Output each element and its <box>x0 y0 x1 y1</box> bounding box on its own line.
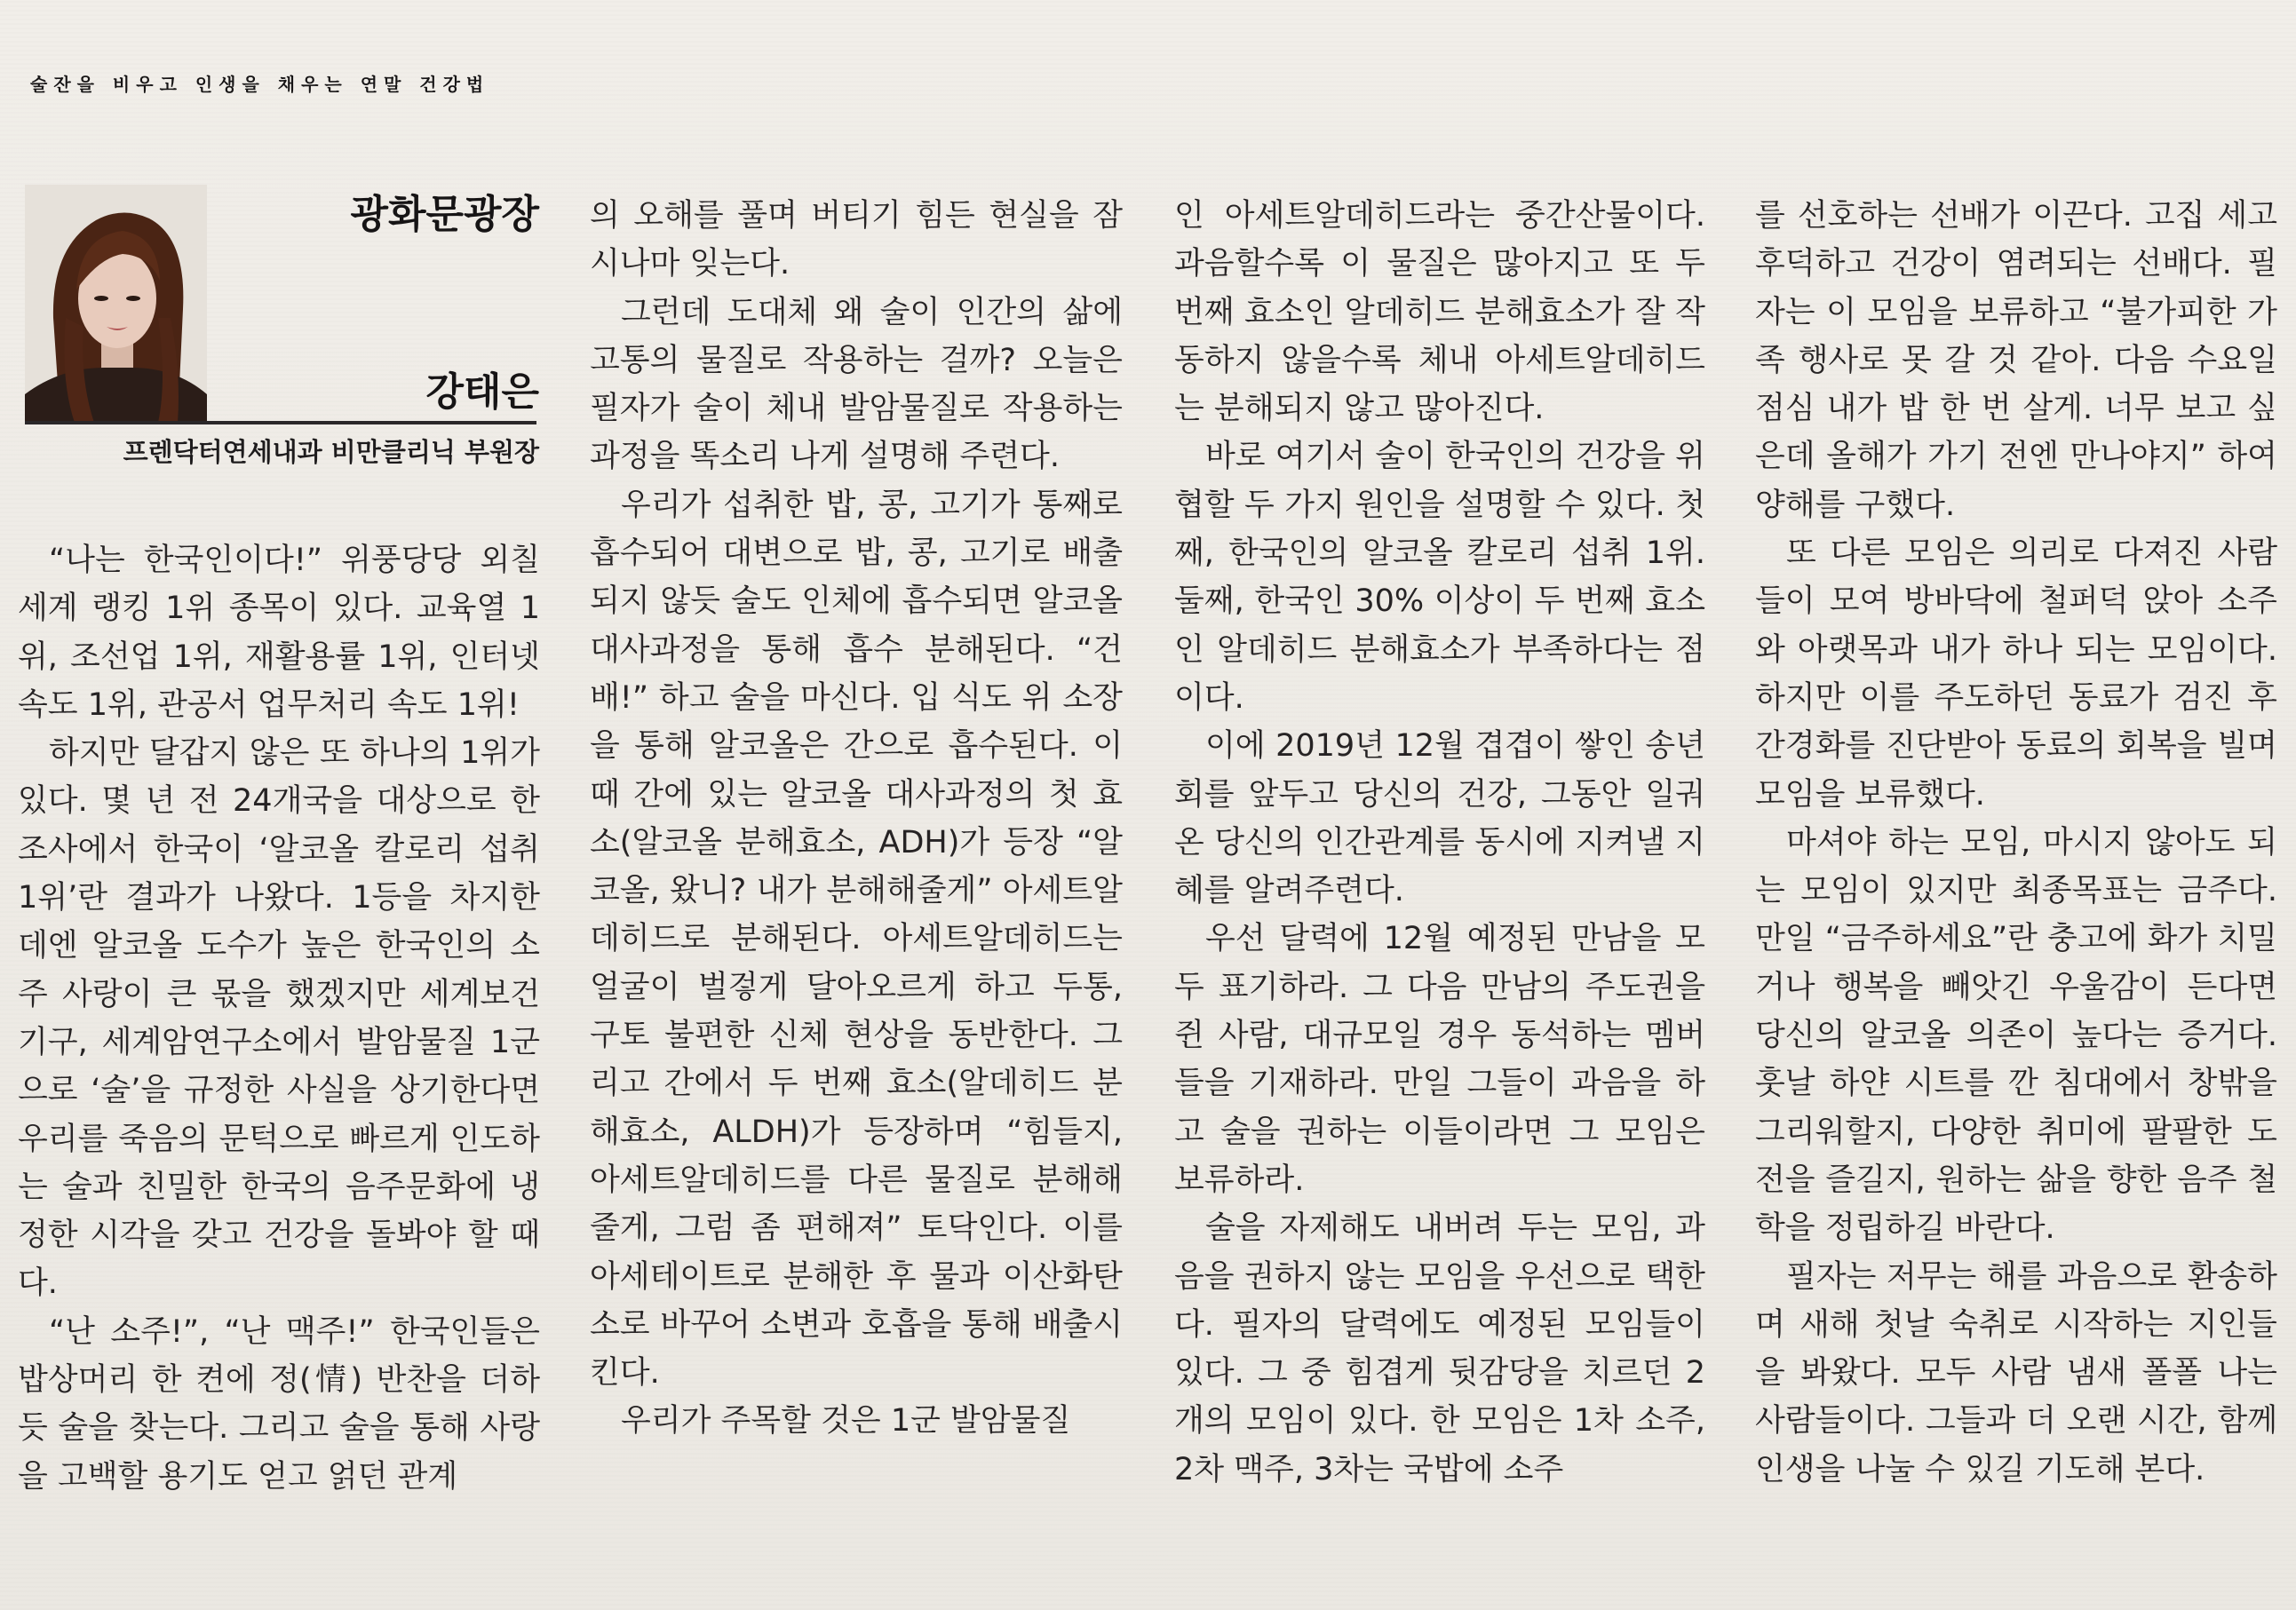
article-column-3 <box>1174 192 1705 1602</box>
paragraph: 바로 여기서 술이 한국인의 건강을 위협할 두 가지 원인을 설명할 수 있다. 첫째, 한국인의 알코올 칼로리 섭취 1위. 둘째, 한국인 30% 이상이 두 번째 효소인 알데히드 분해효소가 부족하다는 점이다. <box>1174 439 1705 716</box>
paragraph: 를 선호하는 선배가 이끈다. 고집 세고 후덕하고 건강이 염려되는 선배다. 필자는 이 모임을 보류하고 “불가피한 가족 행사로 못 갈 것 같아. 다음 수요일 점심 내가 밥 한 번 살게. 너무 보고 싶은데 올해가 가기 전엔 만나야지” 하여 양해를 구했다. <box>1755 198 2277 523</box>
paragraph: “난 소주!”, “난 맥주!” 한국인들은 밥상머리 한 켠에 정(情) 반찬을 더하듯 술을 찾는다. 그리고 술을 통해 사랑을 고백할 용기도 얻고 얽던 관계 <box>18 1313 540 1495</box>
headline: 술잔을 비우고 인생을 채우는 연말 건강법 <box>30 74 490 95</box>
paragraph: 술을 자제해도 내버려 두는 모임, 과음을 권하지 않는 모임을 우선으로 택한다. 필자의 달력에도 예정된 모임들이 있다. 그 중 힘겹게 뒷감당을 치르던 2개의 모임이 있다. 한 모임은 1차 소주, 2차 맥주, 3차는 국밥에 소주 <box>1174 1210 1705 1487</box>
author-name: 강태은 <box>425 369 539 415</box>
article-column-4 <box>1755 192 2277 1602</box>
paragraph: 인 아세트알데히드라는 중간산물이다. 과음할수록 이 물질은 많아지고 또 두 번째 효소인 알데히드 분해효소가 잘 작동하지 않을수록 체내 아세트알데히드는 분해되지 않고 많아진다. <box>1174 198 1705 427</box>
paragraph: 또 다른 모임은 의리로 다져진 사람들이 모여 방바닥에 철퍼덕 앉아 소주와 아랫목과 내가 하나 되는 모임이다. 하지만 이를 주도하던 동료가 검진 후 간경화를 진단받아 동료의 회복을 빌며 모임을 보류했다. <box>1755 535 2277 813</box>
paragraph: 의 오해를 풀며 버티기 힘든 현실을 잠시나마 잊는다. <box>590 198 1123 282</box>
paragraph: 필자는 저무는 해를 과음으로 환송하며 새해 첫날 숙취로 시작하는 지인들을 봐왔다. 모두 사람 냄새 폴폴 나는 사람들이다. 그들과 더 오랜 시간, 함께 인생을 나눌 수 있길 기도해 본다. <box>1755 1258 2277 1487</box>
author-portrait-icon <box>25 185 207 423</box>
article-column-2 <box>590 192 1123 1602</box>
paragraph: 이에 2019년 12월 겹겹이 쌓인 송년회를 앞두고 당신의 건강, 그동안 일궈온 당신의 인간관계를 동시에 지켜낼 지혜를 알려주련다. <box>1174 728 1705 909</box>
paragraph: “나는 한국인이다!” 위풍당당 외칠 세계 랭킹 1위 종목이 있다. 교육열 1위, 조선업 1위, 재활용률 1위, 인터넷 속도 1위, 관공서 업무처리 속도 1위! <box>18 543 540 723</box>
paragraph: 우리가 섭취한 밥, 콩, 고기가 통째로 흡수되어 대변으로 밥, 콩, 고기로 배출되지 않듯 술도 인체에 흡수되면 알코올 대사과정을 통해 흡수 분해된다. “건배!” 하고 술을 마신다. 입 식도 위 소장을 통해 알코올은 간으로 흡수된다. 이 때 간에 있는 알코올 대사과정의 첫 효소(알코올 분해효소, ADH)가 등장 “알코올, 왔니? 내가 분해해줄게” 아세트알데히드로 분해된다. 아세트알데히드는 얼굴이 벌겋게 달아오르게 하고 두통, 구토 불편한 신체 현상을 동반한다. 그리고 간에서 두 번째 효소(알데히드 분해효소, ALDH)가 등장하며 “힘들지, 아세트알데히드를 다른 물질로 분해해줄게, 그럼 좀 편해져” 토닥인다. 이를 아세테이트로 분해한 후 물과 이산화탄소로 바꾸어 소변과 호흡을 통해 배출시킨다. <box>590 487 1123 1392</box>
paragraph: 우리가 주목할 것은 1군 발암물질 <box>621 1403 1071 1439</box>
author-divider <box>25 421 536 424</box>
author-photo <box>25 185 207 423</box>
column-label: 광화문광장 <box>350 192 539 237</box>
article-column-1 <box>18 536 540 1602</box>
paragraph: 하지만 달갑지 않은 또 하나의 1위가 있다. 몇 년 전 24개국을 대상으로 한 조사에서 한국이 ‘알코올 칼로리 섭취 1위’란 결과가 나왔다. 1등을 차지한 데엔 알코올 도수가 높은 한국인의 소주 사랑이 큰 몫을 했겠지만 세계보건기구, 세계암연구소에서 발암물질 1군으로 ‘술’을 규정한 사실을 상기한다면 우리를 죽음의 문턱으로 빠르게 인도하는 술과 친밀한 한국의 음주문화에 냉정한 시각을 갖고 건강을 돌봐야 할 때다. <box>18 735 540 1302</box>
paragraph: 마셔야 하는 모임, 마시지 않아도 되는 모임이 있지만 최종목표는 금주다. 만일 “금주하세요”란 충고에 화가 치밀거나 행복을 빼앗긴 우울감이 든다면 당신의 알코올 의존이 높다는 증거다. 훗날 하얀 시트를 깐 침대에서 창밖을 그리워할지, 다양한 취미에 팔팔한 도전을 즐길지, 원하는 삶을 향한 음주 철학을 정립하길 바란다. <box>1755 824 2277 1247</box>
author-title: 프렌닥터연세내과 비만클리닉 부원장 <box>123 437 539 467</box>
paragraph: 그런데 도대체 왜 술이 인간의 삶에 고통의 물질로 작용하는 걸까? 오늘은 필자가 술이 체내 발암물질로 작용하는 과정을 똑소리 나게 설명해 주련다. <box>590 294 1123 475</box>
paragraph: 우선 달력에 12월 예정된 만남을 모두 표기하라. 그 다음 만남의 주도권을 쥔 사람, 대규모일 경우 동석하는 멤버들을 기재하라. 만일 그들이 과음을 하고 술을 권하는 이들이라면 그 모임은 보류하라. <box>1174 921 1705 1198</box>
